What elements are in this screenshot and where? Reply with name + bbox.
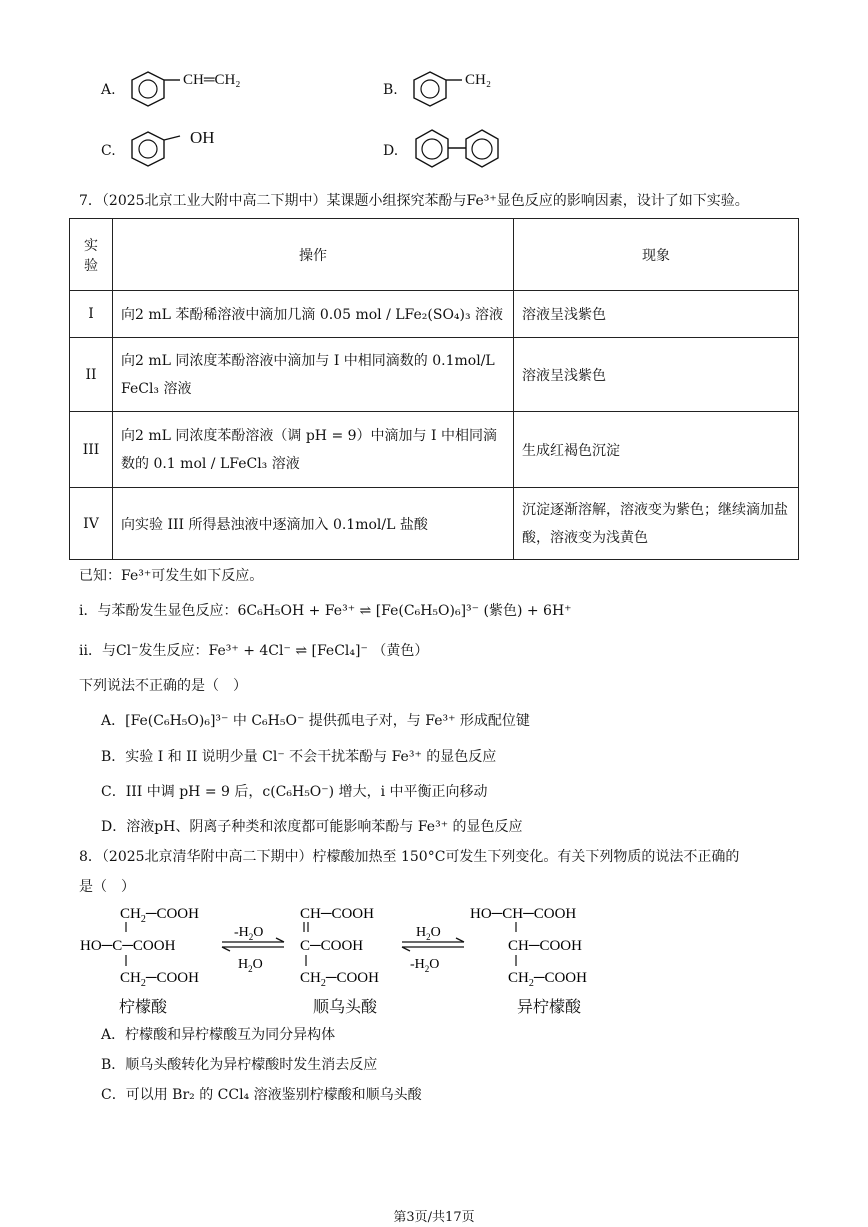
svg-text:H2O: $H_2O$ [238, 957, 263, 974]
table-row [70, 412, 799, 488]
q7-known: 已知：Fe³⁺可发生如下反应。 [79, 568, 264, 584]
svg-text:HO─C─COOH: HO─C─COOH [80, 938, 176, 954]
svg-text:H2O: $H_2O$ [416, 925, 441, 942]
q7-choice-a: A．[Fe(C₆H₅O)₆]³⁻ 中 C₆H₅O⁻ 提供孤电子对，与 Fe³⁺ 形成配位键 [101, 713, 530, 729]
name-citric-acid: 柠檬酸 [119, 997, 168, 1016]
q7-choice-b: B．实验 I 和 II 说明少量 Cl⁻ 不会干扰苯酚与 Fe³⁺ 的显色反应 [101, 749, 497, 765]
row-phenomenon: 沉淀逐渐溶解，溶液变为紫色；继续滴加盐酸，溶液变为浅黄色 [514, 488, 799, 560]
option-b-formula: CH₂ [465, 72, 492, 88]
option-d-label: D. [383, 143, 399, 159]
q7-reaction-i: i．与苯酚发生显色反应：6C₆H₅OH + Fe³⁺ ⇌ [Fe(C₆H₅O)₆]³⁻ (紫色) + 6H⁺ [79, 603, 572, 619]
option-c-formula: OH [190, 128, 215, 147]
experiment-table [69, 218, 799, 560]
option-a-formula: CH═CH₂ [183, 72, 241, 88]
q7-question: 下列说法不正确的是（ ） [79, 678, 247, 694]
row-id: IV [70, 488, 113, 560]
row-phenomenon: 溶液呈浅紫色 [514, 338, 799, 412]
svg-text:HO─CH─COOH: HO─CH─COOH [470, 906, 577, 922]
row-operation: 向实验 III 所得悬浊液中逐滴加入 0.1mol/L 盐酸 [113, 488, 514, 560]
page-footer: 第3页/共17页 [393, 1210, 475, 1225]
q7-stem: 7．（2025北京工业大附中高二下期中）某课题小组探究苯酚与Fe³⁺显色反应的影响因素，设计了如下实验。 [79, 193, 749, 209]
svg-text:CH─COOH: CH─COOH [300, 906, 374, 922]
table-row [70, 291, 799, 338]
svg-text:CH2─COOH: $CH_2─COOH$ [508, 970, 587, 989]
q7-choice-d: D．溶液pH、阴离子种类和浓度都可能影响苯酚与 Fe³⁺ 的显色反应 [101, 819, 523, 835]
table-header-row [70, 219, 799, 291]
option-b-label: B. [383, 82, 398, 98]
q8-stem-cont: 是（ ） [79, 879, 135, 895]
svg-text:C─COOH: C─COOH [300, 938, 364, 954]
svg-text:-H2O: $-H_2O$ [234, 925, 264, 942]
q7-reaction-ii: ii．与Cl⁻发生反应：Fe³⁺ + 4Cl⁻ ⇌ [FeCl₄]⁻ （黄色） [79, 643, 429, 659]
svg-text:CH2─COOH: $CH_2─COOH$ [120, 906, 199, 925]
header-experiment: 实验 [70, 219, 113, 291]
q8-choice-c: C．可以用 Br₂ 的 CCl₄ 溶液鉴别柠檬酸和顺乌头酸 [101, 1087, 422, 1103]
option-c-label: C. [101, 143, 116, 159]
svg-text:CH2─COOH: $CH_2─COOH$ [120, 970, 199, 989]
option-a-label: A. [101, 82, 116, 98]
svg-text:CH─COOH: CH─COOH [508, 938, 582, 954]
q8-stem: 8．（2025北京清华附中高二下期中）柠檬酸加热至 150°C可发生下列变化。有关下列物质的说法不正确的 [79, 849, 740, 865]
row-phenomenon: 生成红褐色沉淀 [514, 412, 799, 488]
row-operation: 向2 mL 同浓度苯酚溶液中滴加与 I 中相同滴数的 0.1mol/L FeCl₃ 溶液 [113, 338, 514, 412]
table-row [70, 338, 799, 412]
row-id: III [70, 412, 113, 488]
row-id: II [70, 338, 113, 412]
q8-choice-b: B．顺乌头酸转化为异柠檬酸时发生消去反应 [101, 1057, 378, 1073]
name-isocitric-acid: 异柠檬酸 [517, 997, 582, 1016]
row-id: I [70, 291, 113, 338]
svg-text:-H2O: $-H_2O$ [410, 957, 440, 974]
header-phenomenon: 现象 [514, 219, 799, 291]
row-operation: 向2 mL 苯酚稀溶液中滴加几滴 0.05 mol / LFe₂(SO₄)₃ 溶液 [113, 291, 514, 338]
table-row [70, 488, 799, 560]
row-phenomenon: 溶液呈浅紫色 [514, 291, 799, 338]
biphenyl-structure [410, 124, 520, 174]
name-aconitic-acid: 顺乌头酸 [313, 997, 378, 1016]
svg-text:CH2─COOH: $CH_2─COOH$ [300, 970, 379, 989]
q7-choice-c: C．III 中调 pH = 9 后，c(C₆H₅O⁻) 增大，i 中平衡正向移动 [101, 784, 488, 800]
header-operation: 操作 [113, 219, 514, 291]
row-operation: 向2 mL 同浓度苯酚溶液（调 pH = 9）中滴加与 I 中相同滴数的 0.1 mol / LFeCl₃ 溶液 [113, 412, 514, 488]
q8-choice-a: A．柠檬酸和异柠檬酸互为同分异构体 [101, 1027, 336, 1043]
